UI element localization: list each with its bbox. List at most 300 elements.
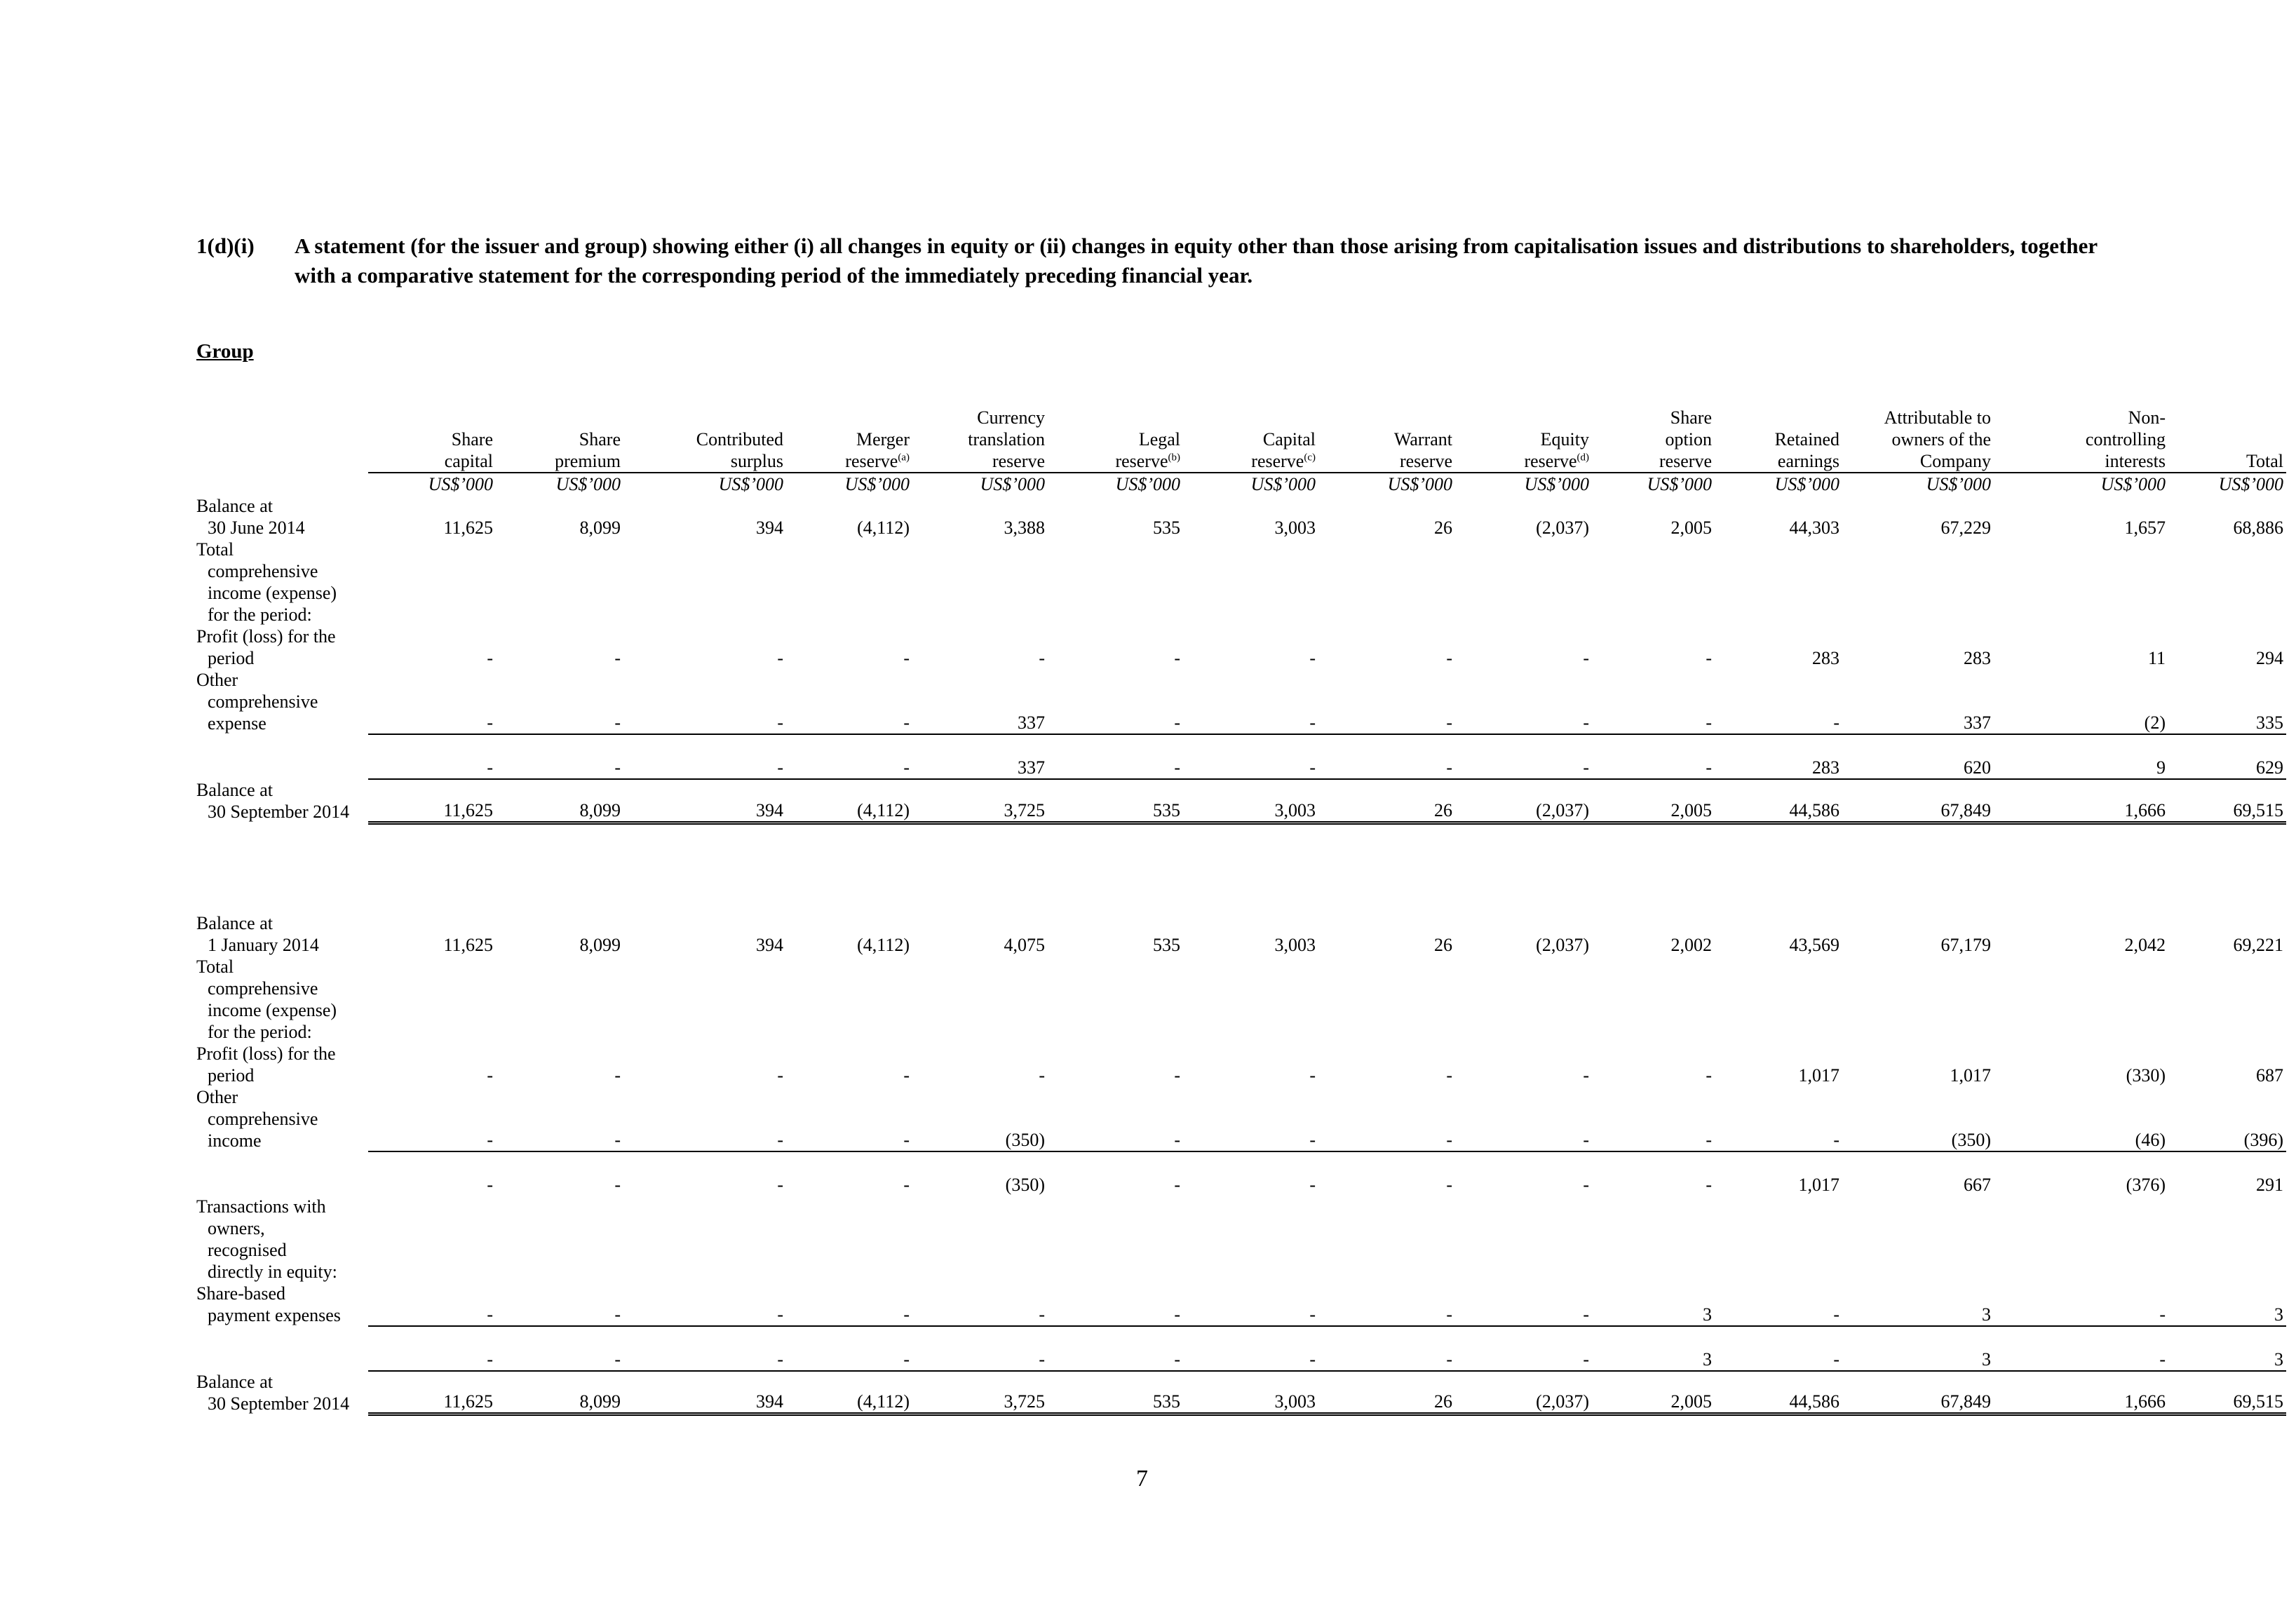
value-cell: - <box>1715 1283 1842 1326</box>
value-cell <box>786 956 912 1043</box>
value-cell <box>496 1196 623 1283</box>
row-label-line: Balance at <box>196 496 273 516</box>
value-cell: 67,179 <box>1940 934 1991 955</box>
value-cell <box>1842 956 1994 1043</box>
value-cell <box>1842 539 1994 626</box>
value-cell: (396) <box>2168 1086 2286 1151</box>
column-header-3-line-3: surplus <box>730 451 783 471</box>
value-cell: 9 <box>1994 757 2168 779</box>
table-row <box>196 495 2286 539</box>
column-header-note: (d) <box>1576 452 1589 464</box>
row-label <box>196 1196 368 1283</box>
value-cell: 3,388 <box>1004 518 1045 538</box>
value-cell: - <box>912 1283 1048 1326</box>
column-header-14-line-1 <box>2168 407 2286 428</box>
unit-cell: US$’000 <box>623 473 786 495</box>
value-cell: 535 <box>1048 779 1183 823</box>
value-cell: 283 <box>1964 648 1991 668</box>
row-label-line: Transactions with <box>196 1196 326 1217</box>
value-cell: 283 <box>1812 648 1839 668</box>
value-cell: 620 <box>1842 757 1994 779</box>
value-cell: - <box>903 1065 910 1086</box>
value-cell: 1,017 <box>1798 1065 1839 1086</box>
value-cell: 394 <box>623 1371 786 1414</box>
value-cell: 394 <box>623 779 786 823</box>
value-cell: - <box>1309 648 1316 668</box>
value-cell <box>1455 1196 1592 1283</box>
unit-cell: US$’000 <box>1592 473 1715 495</box>
row-label <box>196 912 368 956</box>
column-header-4-line-1 <box>786 407 912 428</box>
column-header-5-line-2: translation <box>968 429 1045 450</box>
value-cell: - <box>1706 1174 1712 1195</box>
value-cell: - <box>1039 648 1045 668</box>
table-row <box>196 1349 2286 1371</box>
value-cell: 69,515 <box>2168 1371 2286 1414</box>
value-cell: - <box>1183 1349 1318 1371</box>
value-cell <box>1048 539 1183 626</box>
unit-cell: US$’000 <box>1048 473 1183 495</box>
table-row <box>196 1174 2286 1196</box>
value-cell: - <box>496 669 623 734</box>
column-header-10-line-1: Share <box>1670 407 1712 428</box>
row-label-line: Balance at <box>196 912 273 933</box>
row-label-line: comprehensive <box>208 561 318 581</box>
value-cell: - <box>1715 669 1842 734</box>
value-cell: (2,037) <box>1455 779 1592 823</box>
row-label-line: 1 January 2014 <box>208 934 319 955</box>
value-cell: (4,112) <box>857 934 910 955</box>
value-cell: 294 <box>2256 648 2283 668</box>
group-title: Group <box>196 340 254 363</box>
table-row <box>196 912 2286 956</box>
table-row <box>196 539 2286 626</box>
row-label <box>196 626 368 669</box>
value-cell <box>623 1196 786 1283</box>
table-row <box>196 1043 2286 1086</box>
value-cell: - <box>1592 757 1715 779</box>
value-cell: - <box>1446 1065 1452 1086</box>
value-cell: - <box>1048 669 1183 734</box>
value-cell: 44,586 <box>1715 1371 1842 1414</box>
row-label <box>196 669 368 734</box>
table-row <box>196 1086 2286 1151</box>
value-cell: - <box>496 1086 623 1151</box>
row-label <box>196 779 368 823</box>
value-cell <box>2168 539 2286 626</box>
value-cell: 8,099 <box>496 1371 623 1414</box>
value-cell: 11,625 <box>443 518 493 538</box>
value-cell: - <box>1446 1174 1452 1195</box>
value-cell: - <box>786 1086 912 1151</box>
unit-cell: US$’000 <box>368 473 496 495</box>
row-label-line: for the period: <box>208 604 312 625</box>
column-header-2-line-1 <box>496 407 623 428</box>
value-cell: 11,625 <box>443 934 493 955</box>
unit-cell: US$’000 <box>1842 473 1994 495</box>
value-cell: 69,221 <box>2233 934 2283 955</box>
value-cell <box>1318 1196 1455 1283</box>
column-header-note: (a) <box>898 452 910 464</box>
value-cell: (4,112) <box>857 518 910 538</box>
value-cell: - <box>1994 1283 2168 1326</box>
value-cell: - <box>1318 1086 1455 1151</box>
heading-number: 1(d)(i) <box>196 234 255 258</box>
value-cell: - <box>623 669 786 734</box>
row-label <box>196 1349 368 1371</box>
column-header-8-line-2: Warrant <box>1393 429 1452 450</box>
heading-text: A statement (for the issuer and group) showing either (i) all changes in equity or (ii) changes in equity other than those arising from capitalisation issues and distributions to shareholders, together with a comparative statement for the corresponding period of the immediately preceding financial year. <box>295 234 2098 288</box>
value-cell: 535 <box>1153 934 1180 955</box>
value-cell <box>1994 956 2168 1043</box>
value-cell: - <box>1706 1065 1712 1086</box>
value-cell: 26 <box>1318 779 1455 823</box>
value-cell: - <box>496 1283 623 1326</box>
value-cell: (4,112) <box>786 1371 912 1414</box>
value-cell <box>1183 956 1318 1043</box>
row-label-line: Other <box>196 1086 238 1107</box>
value-cell: - <box>496 1349 623 1371</box>
column-header-5-line-1: Currency <box>977 407 1045 428</box>
header-row-3 <box>196 450 2286 473</box>
value-cell: - <box>1183 757 1318 779</box>
value-cell: - <box>1592 1086 1715 1151</box>
row-label-line: Balance at <box>196 1371 273 1392</box>
column-header-4-line-2: Merger <box>856 429 910 450</box>
column-header-14-line-2 <box>2168 428 2286 450</box>
value-cell: 535 <box>1153 518 1180 538</box>
row-label <box>196 1174 368 1196</box>
unit-cell: US$’000 <box>1715 473 1842 495</box>
column-header-note: (b) <box>1168 452 1180 464</box>
row-label <box>196 1283 368 1326</box>
value-cell: 394 <box>756 518 783 538</box>
column-header-2-line-3: premium <box>555 451 621 471</box>
value-cell: - <box>1309 1174 1316 1195</box>
value-cell: 1,017 <box>1798 1174 1839 1195</box>
value-cell: 535 <box>1048 1371 1183 1414</box>
value-cell: - <box>1183 1086 1318 1151</box>
value-cell <box>786 1196 912 1283</box>
unit-cell: US$’000 <box>912 473 1048 495</box>
column-header-7-line-1 <box>1183 407 1318 428</box>
unit-cell: US$’000 <box>2168 473 2286 495</box>
value-cell: - <box>1318 1349 1455 1371</box>
value-cell: - <box>623 1349 786 1371</box>
value-cell <box>496 956 623 1043</box>
column-header-10-line-2: option <box>1665 429 1712 450</box>
value-cell <box>496 539 623 626</box>
value-cell: - <box>1455 1349 1592 1371</box>
value-cell: - <box>368 1086 496 1151</box>
unit-cell: US$’000 <box>496 473 623 495</box>
row-label-line: 30 September 2014 <box>208 1393 350 1414</box>
value-cell: - <box>786 1283 912 1326</box>
value-cell <box>912 956 1048 1043</box>
row-label-line: Profit (loss) for the <box>196 626 336 647</box>
value-cell <box>912 539 1048 626</box>
value-cell: - <box>777 1174 783 1195</box>
value-cell: 2,005 <box>1592 779 1715 823</box>
value-cell <box>1592 1196 1715 1283</box>
column-header-12-line-1: Attributable to <box>1884 407 1991 428</box>
column-header-6-line-3: reserve$^{(b)}$ <box>1115 451 1180 471</box>
value-cell: 11,625 <box>368 779 496 823</box>
value-cell: - <box>777 1065 783 1086</box>
value-cell: 3 <box>1592 1349 1715 1371</box>
value-cell: - <box>368 1283 496 1326</box>
value-cell: - <box>1446 648 1452 668</box>
table-row <box>196 1371 2286 1414</box>
row-label-line: income (expense) <box>208 999 337 1020</box>
value-cell: - <box>1455 1086 1592 1151</box>
column-header-14-line-3: Total <box>2246 451 2283 471</box>
value-cell: 44,303 <box>1789 518 1839 538</box>
value-cell: - <box>1174 1174 1180 1195</box>
value-cell: - <box>368 1349 496 1371</box>
value-cell: - <box>623 757 786 779</box>
value-cell <box>1592 539 1715 626</box>
value-cell: - <box>614 648 621 668</box>
table-row <box>196 1283 2286 1326</box>
value-cell: 394 <box>756 934 783 955</box>
value-cell: - <box>1048 1283 1183 1326</box>
value-cell <box>368 1196 496 1283</box>
row-label-line: expense <box>208 713 266 734</box>
column-header-4-line-3: reserve$^{(a)}$ <box>845 451 910 471</box>
value-cell: - <box>487 1174 493 1195</box>
value-cell: - <box>786 669 912 734</box>
value-cell: 337 <box>912 669 1048 734</box>
changes-in-equity-table <box>196 407 2286 1416</box>
value-cell: 43,569 <box>1789 934 1839 955</box>
value-cell: - <box>1318 757 1455 779</box>
row-label-line: for the period: <box>208 1021 312 1042</box>
value-cell: 3 <box>1842 1283 1994 1326</box>
row-label-line: Total <box>196 539 234 560</box>
value-cell: 283 <box>1715 757 1842 779</box>
value-cell: - <box>368 669 496 734</box>
value-cell: 44,586 <box>1715 779 1842 823</box>
value-cell: 3 <box>1592 1283 1715 1326</box>
column-header-8-line-3: reserve <box>1399 451 1452 471</box>
value-cell <box>1048 956 1183 1043</box>
value-cell: (350) <box>1005 1174 1045 1195</box>
value-cell: - <box>1174 1065 1180 1086</box>
value-cell: 8,099 <box>496 779 623 823</box>
value-cell: - <box>1583 1065 1589 1086</box>
value-cell <box>2168 956 2286 1043</box>
row-label-line: payment expenses <box>208 1304 341 1325</box>
value-cell: 1,017 <box>1950 1065 1991 1086</box>
value-cell: - <box>623 1283 786 1326</box>
value-cell: (350) <box>912 1086 1048 1151</box>
column-header-1-line-2: Share <box>451 429 493 450</box>
column-header-note: (c) <box>1304 452 1316 464</box>
row-label-line: Other <box>196 670 238 690</box>
row-label <box>196 757 368 779</box>
row-label <box>196 1086 368 1151</box>
column-header-12-line-2: owners of the <box>1891 429 1991 450</box>
value-cell: - <box>1318 1283 1455 1326</box>
value-cell: 11,625 <box>368 1371 496 1414</box>
value-cell: - <box>1174 648 1180 668</box>
value-cell: 337 <box>912 757 1048 779</box>
row-label-line: comprehensive <box>208 978 318 999</box>
value-cell: (2) <box>1994 669 2168 734</box>
row-label-line: Share-based <box>196 1283 286 1304</box>
value-cell: (2,037) <box>1455 1371 1592 1414</box>
header-row-2 <box>196 428 2286 450</box>
column-header-8-line-1 <box>1318 407 1455 428</box>
value-cell <box>623 539 786 626</box>
row-label <box>196 1043 368 1086</box>
value-cell <box>786 539 912 626</box>
row-label-line: owners, <box>208 1217 265 1238</box>
value-cell: - <box>368 757 496 779</box>
value-cell <box>1318 539 1455 626</box>
table-row <box>196 779 2286 823</box>
column-header-3-line-2: Contributed <box>696 429 783 450</box>
value-cell: 3,003 <box>1183 779 1318 823</box>
table-row <box>196 669 2286 734</box>
column-header-9-line-2: Equity <box>1540 429 1589 450</box>
value-cell <box>368 956 496 1043</box>
value-cell: 1,666 <box>1994 1371 2168 1414</box>
row-label-line: period <box>208 648 255 668</box>
header-row-1 <box>196 407 2286 428</box>
value-cell <box>1048 1196 1183 1283</box>
value-cell: - <box>912 1349 1048 1371</box>
column-header-11-line-3: earnings <box>1777 451 1839 471</box>
value-cell: 2,042 <box>2124 934 2166 955</box>
value-cell: 667 <box>1964 1174 1991 1195</box>
row-label-line: 30 September 2014 <box>208 802 350 822</box>
value-cell: - <box>777 648 783 668</box>
value-cell: 3,725 <box>912 1371 1048 1414</box>
value-cell: - <box>903 1174 910 1195</box>
row-label-line: Balance at <box>196 780 273 800</box>
value-cell <box>368 539 496 626</box>
row-label-line: Total <box>196 956 234 977</box>
value-cell: 69,515 <box>2168 779 2286 823</box>
section-heading <box>196 231 2132 290</box>
table-row <box>196 956 2286 1043</box>
row-label-line: 30 June 2014 <box>208 518 305 538</box>
row-label-line: Profit (loss) for the <box>196 1043 336 1064</box>
column-header-2-line-2: Share <box>579 429 621 450</box>
value-cell: 67,849 <box>1842 779 1994 823</box>
row-label-line: comprehensive <box>208 1108 318 1129</box>
column-header-9-line-1 <box>1455 407 1592 428</box>
value-cell: - <box>1715 1086 1842 1151</box>
value-cell: - <box>1309 1065 1316 1086</box>
column-header-5-line-3: reserve <box>992 451 1045 471</box>
value-cell: - <box>1583 1174 1589 1195</box>
value-cell: - <box>1048 757 1183 779</box>
value-cell <box>1715 956 1842 1043</box>
column-header-12-line-3: Company <box>1919 451 1991 471</box>
value-cell: 3 <box>2168 1349 2286 1371</box>
value-cell: - <box>1039 1065 1045 1086</box>
value-cell: - <box>1592 669 1715 734</box>
value-cell: - <box>614 1065 621 1086</box>
row-label-line: income (expense) <box>208 583 337 603</box>
value-cell: 8,099 <box>579 518 621 538</box>
value-cell: 3,003 <box>1274 934 1316 955</box>
value-cell: 26 <box>1434 934 1452 955</box>
value-cell <box>1183 1196 1318 1283</box>
value-cell: 1,657 <box>2124 518 2166 538</box>
value-cell <box>1318 956 1455 1043</box>
value-cell: 2,002 <box>1670 934 1712 955</box>
column-header-11-line-2: Retained <box>1774 429 1839 450</box>
column-header-7-line-2: Capital <box>1262 429 1316 450</box>
value-cell: (4,112) <box>786 779 912 823</box>
value-cell: 687 <box>2256 1065 2283 1086</box>
row-label-line: income <box>208 1130 262 1151</box>
value-cell: - <box>1183 669 1318 734</box>
column-header-13-line-2: controlling <box>2085 429 2166 450</box>
row-label <box>196 956 368 1043</box>
row-label <box>196 539 368 626</box>
row-label-line: period <box>208 1065 255 1086</box>
value-cell: 26 <box>1434 518 1452 538</box>
value-cell: 629 <box>2168 757 2286 779</box>
column-header-1-line-3: capital <box>444 451 493 471</box>
value-cell: (376) <box>2126 1174 2166 1195</box>
value-cell: - <box>614 1174 621 1195</box>
table-row <box>196 1196 2286 1283</box>
value-cell: - <box>1455 1283 1592 1326</box>
column-header-1-line-1 <box>368 407 496 428</box>
row-label-line: comprehensive <box>208 691 318 712</box>
value-cell: - <box>1183 1283 1318 1326</box>
value-cell: - <box>903 648 910 668</box>
value-cell: 3 <box>2168 1283 2286 1326</box>
table-row <box>196 626 2286 669</box>
value-cell: - <box>1994 1349 2168 1371</box>
value-cell <box>1455 539 1592 626</box>
value-cell: - <box>623 1086 786 1151</box>
value-cell <box>1592 956 1715 1043</box>
column-header-6-line-2: Legal <box>1138 429 1180 450</box>
value-cell: (46) <box>1994 1086 2168 1151</box>
row-label-line: directly in equity: <box>208 1261 337 1282</box>
value-cell: 3 <box>1842 1349 1994 1371</box>
value-cell: - <box>487 1065 493 1086</box>
column-header-9-line-3: reserve$^{(d)}$ <box>1524 451 1589 471</box>
value-cell <box>1842 1196 1994 1283</box>
value-cell <box>1994 539 2168 626</box>
column-header-11-line-1 <box>1715 407 1842 428</box>
value-cell: 1,666 <box>1994 779 2168 823</box>
value-cell: 2,005 <box>1592 1371 1715 1414</box>
value-cell: - <box>1706 648 1712 668</box>
value-cell: - <box>1715 1349 1842 1371</box>
column-header-10-line-3: reserve <box>1659 451 1712 471</box>
column-header-6-line-1 <box>1048 407 1183 428</box>
page-number: 7 <box>1136 1466 1148 1492</box>
value-cell: (330) <box>2126 1065 2166 1086</box>
value-cell: - <box>1455 669 1592 734</box>
value-cell <box>1183 539 1318 626</box>
value-cell <box>1715 1196 1842 1283</box>
unit-cell: US$’000 <box>1318 473 1455 495</box>
value-cell <box>1994 1196 2168 1283</box>
value-cell <box>2168 1196 2286 1283</box>
value-cell: - <box>496 757 623 779</box>
